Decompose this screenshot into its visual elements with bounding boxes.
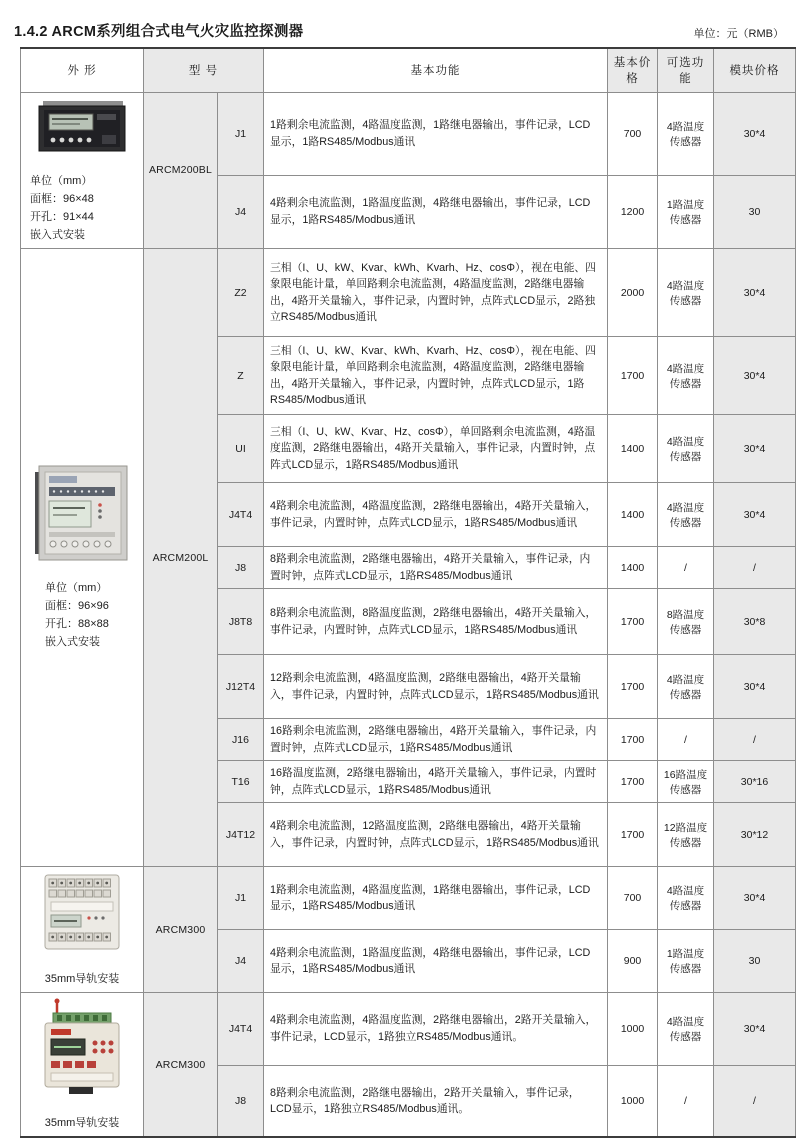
module-price-cell: 30*4 — [714, 867, 796, 930]
base-price-cell: 1700 — [608, 337, 658, 415]
product-image-arcm300-wireless — [37, 997, 127, 1100]
function-description-cell: 4路剩余电流监测，4路温度监测，2路继电器输出，4路开关量输入，事件记录，内置时钟，点阵式LCD显示，1路RS485/Modbus通讯 — [264, 483, 608, 547]
base-price-cell: 1000 — [608, 993, 658, 1065]
base-price-cell: 1700 — [608, 589, 658, 655]
function-description-cell: 8路剩余电流监测，2路继电器输出，4路开关量输入，事件记录，内置时钟，点阵式LCD显示，1路RS485/Modbus通讯 — [264, 547, 608, 589]
model-variant-cell: J1 — [218, 867, 264, 930]
optional-function-cell: 4路温度传感器 — [658, 415, 714, 483]
function-description-cell: 三相（I、U、kW、Kvar、kWh、Kvarh、Hz、cosΦ），视在电能、四象限电能计量，单回路剩余电流监测，4路温度监测，2路继电器输出，4路开关量输入，事件记录，内置时钟，点阵式LCD显示，1路RS485/Modbus通讯 — [264, 337, 608, 415]
base-price-cell: 900 — [608, 930, 658, 993]
function-description-cell: 4路剩余电流监测，4路温度监测，2路继电器输出，2路开关量输入，事件记录，LCD显示，1路独立RS485/Modbus通讯。 — [264, 993, 608, 1065]
model-variant-cell: J4 — [218, 930, 264, 993]
optional-function-cell: 4路温度传感器 — [658, 483, 714, 547]
table-row — [21, 249, 796, 337]
header-row — [21, 48, 796, 92]
product-appearance-cell — [21, 993, 144, 1138]
function-description-cell: 三相（I、U、kW、Kvar、kWh、Kvarh、Hz、cosΦ），视在电能、四象限电能计量，单回路剩余电流监测，4路温度监测，2路继电器输出，4路开关量输入，事件记录，内置时钟，点阵式LCD显示，2路独立RS485/Modbus通讯 — [264, 249, 608, 337]
product-appearance-cell — [21, 92, 144, 249]
module-price-cell: 30*4 — [714, 655, 796, 719]
optional-function-cell: 4路温度传感器 — [658, 867, 714, 930]
model-variant-cell: Z2 — [218, 249, 264, 337]
col-header-base-price: 基本价格 — [608, 48, 658, 92]
page-title: 1.4.2 ARCM系列组合式电气火灾监控探测器 — [14, 24, 304, 40]
title-bar — [0, 0, 800, 47]
optional-function-cell: 16路温度传感器 — [658, 761, 714, 803]
model-series-cell: ARCM200L — [144, 249, 218, 867]
model-variant-cell: J8 — [218, 1065, 264, 1137]
function-description-cell: 16路温度监测，2路继电器输出，4路开关量输入，事件记录，内置时钟，点阵式LCD显示，1路RS485/Modbus通讯 — [264, 761, 608, 803]
product-appearance-cell — [21, 249, 144, 867]
model-variant-cell: J16 — [218, 719, 264, 761]
module-price-cell: 30*16 — [714, 761, 796, 803]
model-variant-cell: J8T8 — [218, 589, 264, 655]
product-spec-text: 单位（mm） 面框：96×96 开孔：88×88 嵌入式安装 — [45, 581, 109, 649]
model-variant-cell: Z — [218, 337, 264, 415]
table-row — [21, 867, 796, 930]
base-price-cell: 2000 — [608, 249, 658, 337]
model-variant-cell: T16 — [218, 761, 264, 803]
optional-function-cell: 4路温度传感器 — [658, 655, 714, 719]
module-price-cell: / — [714, 719, 796, 761]
model-series-cell: ARCM300 — [144, 993, 218, 1138]
module-price-cell: 30*4 — [714, 249, 796, 337]
optional-function-cell: 4路温度传感器 — [658, 249, 714, 337]
module-price-cell: 30*4 — [714, 337, 796, 415]
base-price-cell: 1700 — [608, 655, 658, 719]
module-price-cell: 30 — [714, 930, 796, 993]
optional-function-cell: 4路温度传感器 — [658, 337, 714, 415]
unit-label: 单位：元（RMB） — [693, 28, 784, 40]
function-description-cell: 8路剩余电流监测，8路温度监测，2路继电器输出，4路开关量输入，事件记录，内置时钟，点阵式LCD显示，1路RS485/Modbus通讯 — [264, 589, 608, 655]
base-price-cell: 1700 — [608, 761, 658, 803]
base-price-cell: 1700 — [608, 719, 658, 761]
base-price-cell: 700 — [608, 92, 658, 175]
module-price-cell: 30*8 — [714, 589, 796, 655]
module-price-cell: 30*4 — [714, 483, 796, 547]
col-header-optional: 可选功能 — [658, 48, 714, 92]
optional-function-cell: / — [658, 1065, 714, 1137]
function-description-cell: 4路剩余电流监测，1路温度监测，4路继电器输出，事件记录，LCD显示，1路RS485/Modbus通讯 — [264, 930, 608, 993]
base-price-cell: 1400 — [608, 415, 658, 483]
model-variant-cell: J1 — [218, 92, 264, 175]
product-price-table — [20, 47, 796, 1138]
model-variant-cell: J8 — [218, 547, 264, 589]
model-variant-cell: J4T4 — [218, 993, 264, 1065]
module-price-cell: 30*12 — [714, 803, 796, 867]
table-row — [21, 993, 796, 1065]
module-price-cell: / — [714, 547, 796, 589]
function-description-cell: 三相（I、U、kW、Kvar、Hz、cosΦ），单回路剩余电流监测，4路温度监测，2路继电器输出，4路开关量输入，事件记录，内置时钟，点阵式LCD显示，1路RS485/Modbus通讯 — [264, 415, 608, 483]
optional-function-cell: 1路温度传感器 — [658, 175, 714, 248]
product-spec-text: 单位（mm） 面框：96×48 开孔：91×44 嵌入式安装 — [30, 174, 94, 241]
optional-function-cell: 1路温度传感器 — [658, 930, 714, 993]
col-header-appearance: 外 形 — [21, 48, 144, 92]
function-description-cell: 1路剩余电流监测，4路温度监测，1路继电器输出，事件记录，LCD显示，1路RS485/Modbus通讯 — [264, 867, 608, 930]
product-appearance-cell — [21, 867, 144, 993]
model-variant-cell: J4T12 — [218, 803, 264, 867]
base-price-cell: 1700 — [608, 803, 658, 867]
optional-function-cell: 8路温度传感器 — [658, 589, 714, 655]
col-header-function: 基本功能 — [264, 48, 608, 92]
table-row — [21, 92, 796, 175]
col-header-model: 型 号 — [144, 48, 264, 92]
base-price-cell: 1400 — [608, 547, 658, 589]
product-spec-text: 35mm导轨安装 — [44, 973, 120, 986]
function-description-cell: 1路剩余电流监测，4路温度监测，1路继电器输出，事件记录，LCD显示，1路RS485/Modbus通讯 — [264, 92, 608, 175]
function-description-cell: 12路剩余电流监测，4路温度监测，2路继电器输出，4路开关量输入，事件记录，内置时钟，点阵式LCD显示，1路RS485/Modbus通讯 — [264, 655, 608, 719]
base-price-cell: 1400 — [608, 483, 658, 547]
model-series-cell: ARCM200BL — [144, 92, 218, 249]
base-price-cell: 1000 — [608, 1065, 658, 1137]
product-spec-text: 35mm导轨安装 — [44, 1117, 120, 1130]
model-variant-cell: UI — [218, 415, 264, 483]
module-price-cell: 30 — [714, 175, 796, 248]
function-description-cell: 4路剩余电流监测，12路温度监测，2路继电器输出，4路开关量输入，事件记录，内置时钟，点阵式LCD显示，1路RS485/Modbus通讯 — [264, 803, 608, 867]
model-series-cell: ARCM300 — [144, 867, 218, 993]
product-image-arcm200bl — [36, 97, 128, 158]
module-price-cell: / — [714, 1065, 796, 1137]
optional-function-cell: 4路温度传感器 — [658, 993, 714, 1065]
module-price-cell: 30*4 — [714, 92, 796, 175]
product-image-arcm300-din-rail — [39, 871, 125, 956]
col-header-module-price: 模块价格 — [714, 48, 796, 92]
base-price-cell: 1200 — [608, 175, 658, 248]
model-variant-cell: J4 — [218, 175, 264, 248]
function-description-cell: 4路剩余电流监测，1路温度监测，4路继电器输出，事件记录，LCD显示，1路RS485/Modbus通讯 — [264, 175, 608, 248]
model-variant-cell: J4T4 — [218, 483, 264, 547]
optional-function-cell: / — [658, 719, 714, 761]
module-price-cell: 30*4 — [714, 993, 796, 1065]
function-description-cell: 8路剩余电流监测，2路继电器输出，2路开关量输入，事件记录，LCD显示，1路独立RS485/Modbus通讯。 — [264, 1065, 608, 1137]
model-variant-cell: J12T4 — [218, 655, 264, 719]
function-description-cell: 16路剩余电流监测，2路继电器输出，4路开关量输入，事件记录，内置时钟，点阵式LCD显示，1路RS485/Modbus通讯 — [264, 719, 608, 761]
base-price-cell: 700 — [608, 867, 658, 930]
optional-function-cell: 12路温度传感器 — [658, 803, 714, 867]
optional-function-cell: / — [658, 547, 714, 589]
module-price-cell: 30*4 — [714, 415, 796, 483]
product-image-arcm200l — [33, 464, 131, 565]
optional-function-cell: 4路温度传感器 — [658, 92, 714, 175]
